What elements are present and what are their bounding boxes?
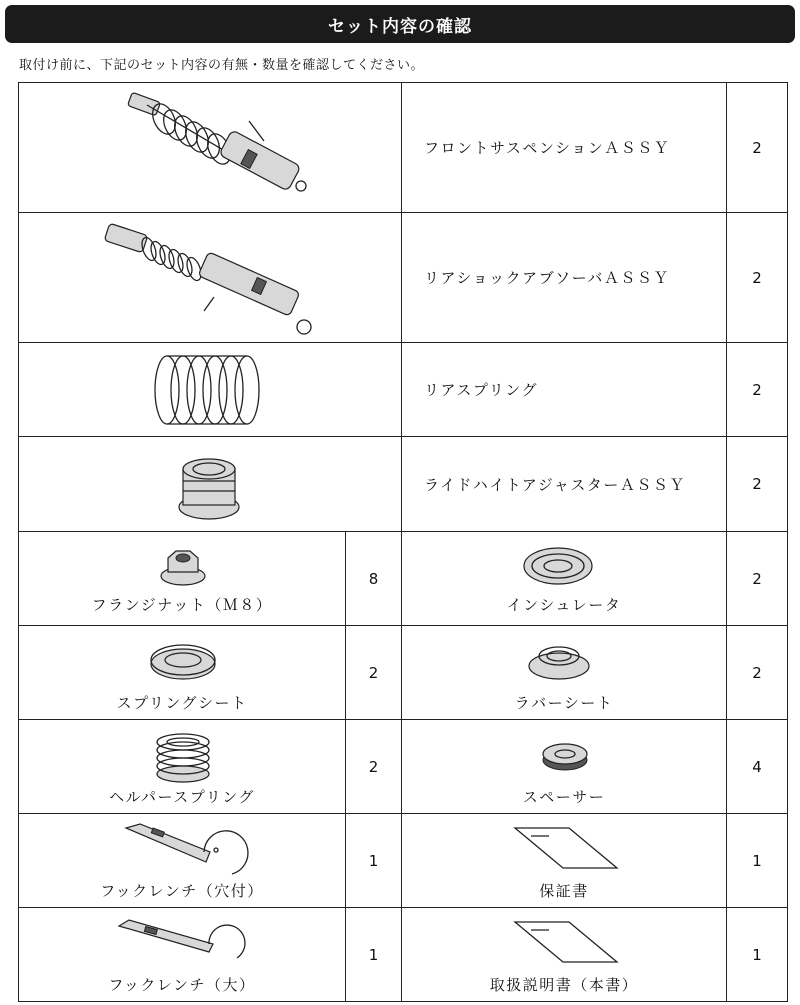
item-quantity: 8 xyxy=(368,569,379,588)
image-cell xyxy=(19,437,401,531)
quantity-cell xyxy=(726,814,787,907)
insulator-icon xyxy=(521,544,595,588)
item-name: リアショックアブソーバＡＳＳＹ xyxy=(424,269,670,287)
item-name-cell xyxy=(401,437,726,531)
image-cell xyxy=(19,213,401,342)
front-suspension-assy-icon xyxy=(109,91,309,206)
helper-spring-icon xyxy=(154,728,212,784)
item-name-cell xyxy=(401,213,726,342)
image-cell xyxy=(19,532,345,625)
item-name: 取扱説明書（本書） xyxy=(489,976,639,994)
rubber-seat-icon xyxy=(526,638,592,682)
parts-table xyxy=(18,82,788,1002)
section-title: セット内容の確認 xyxy=(328,16,472,37)
warranty-card-icon xyxy=(509,826,621,874)
image-cell xyxy=(19,343,401,436)
image-cell xyxy=(401,532,726,625)
item-quantity: 1 xyxy=(368,945,379,964)
table-row xyxy=(19,531,787,625)
item-name: スプリングシート xyxy=(116,694,248,712)
rear-spring-icon xyxy=(149,348,264,432)
quantity-cell xyxy=(726,343,787,436)
table-row xyxy=(19,212,787,342)
quantity-cell xyxy=(726,213,787,342)
image-cell xyxy=(19,814,345,907)
table-row xyxy=(19,342,787,436)
quantity-cell xyxy=(345,814,401,907)
quantity-cell xyxy=(345,626,401,719)
hook-wrench-large-icon xyxy=(117,918,249,964)
hook-wrench-with-hole-icon xyxy=(122,822,242,878)
rear-shock-absorber-icon xyxy=(104,219,314,337)
quantity-cell xyxy=(345,720,401,813)
table-row xyxy=(19,436,787,531)
item-name: ライドハイトアジャスターＡＳＳＹ xyxy=(424,475,686,494)
item-name: フックレンチ（大） xyxy=(108,976,256,994)
image-cell xyxy=(19,720,345,813)
item-quantity: 2 xyxy=(752,380,762,399)
ride-height-adjuster-icon xyxy=(169,447,249,523)
quantity-cell xyxy=(726,83,787,212)
quantity-cell xyxy=(726,626,787,719)
quantity-cell xyxy=(345,908,401,1001)
image-cell xyxy=(19,908,345,1001)
intro-text: 取付け前に、下記のセット内容の有無・数量を確認してください。 xyxy=(19,58,425,73)
image-cell xyxy=(19,83,401,212)
section-header xyxy=(5,5,795,43)
item-name: スペーサー xyxy=(522,788,606,806)
table-row xyxy=(19,719,787,813)
quantity-cell xyxy=(726,437,787,531)
item-name-cell xyxy=(401,343,726,436)
spacer-icon xyxy=(541,738,589,774)
item-quantity: 1 xyxy=(368,851,379,870)
item-quantity: 2 xyxy=(752,268,762,287)
spring-seat-icon xyxy=(148,640,218,682)
item-quantity: 2 xyxy=(752,138,762,157)
quantity-cell xyxy=(726,720,787,813)
item-name: インシュレータ xyxy=(506,596,622,614)
item-quantity: 1 xyxy=(752,851,762,870)
item-quantity: 2 xyxy=(368,663,379,682)
item-quantity: 2 xyxy=(368,757,379,776)
table-row xyxy=(19,83,787,212)
item-name: ヘルパースプリング xyxy=(109,788,255,806)
table-row xyxy=(19,813,787,907)
table-row xyxy=(19,625,787,719)
flange-nut-icon xyxy=(158,548,208,588)
item-name: フロントサスペンションＡＳＳＹ xyxy=(424,139,671,157)
item-name: フランジナット（Ｍ８） xyxy=(91,596,273,614)
item-quantity: 2 xyxy=(752,475,762,493)
item-name: 保証書 xyxy=(539,882,589,900)
quantity-cell xyxy=(726,532,787,625)
image-cell xyxy=(401,814,726,907)
item-quantity: 2 xyxy=(752,663,762,682)
image-cell xyxy=(401,908,726,1001)
item-name: フックレンチ（穴付） xyxy=(100,882,264,900)
item-quantity: 1 xyxy=(752,945,762,964)
table-row xyxy=(19,907,787,1001)
quantity-cell xyxy=(345,532,401,625)
image-cell xyxy=(19,626,345,719)
item-quantity: 2 xyxy=(752,569,762,588)
instruction-manual-icon xyxy=(509,920,621,968)
image-cell xyxy=(401,626,726,719)
image-cell xyxy=(401,720,726,813)
item-name-cell xyxy=(401,83,726,212)
item-name: リアスプリング xyxy=(424,381,539,399)
item-quantity: 4 xyxy=(752,757,762,776)
quantity-cell xyxy=(726,908,787,1001)
item-name: ラバーシート xyxy=(514,694,614,712)
